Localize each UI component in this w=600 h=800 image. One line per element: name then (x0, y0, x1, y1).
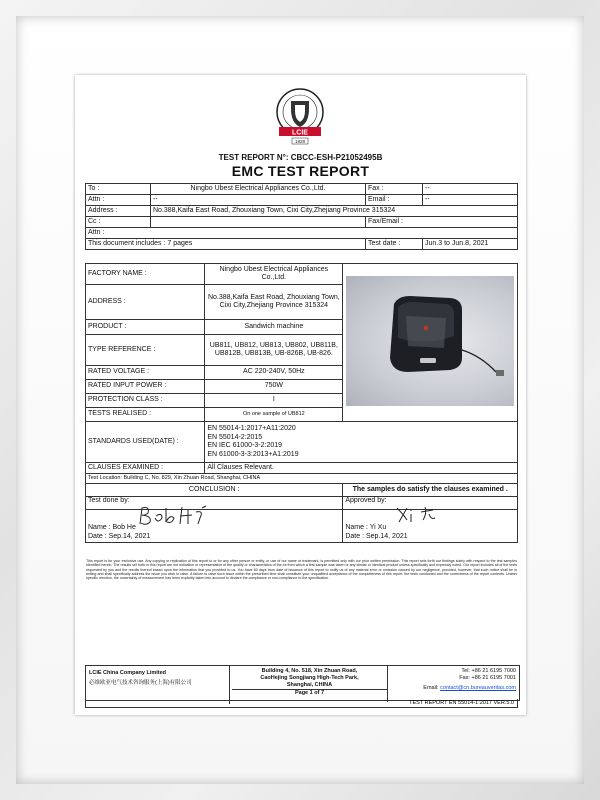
disclaimer-text: This report is for your exclusive use. Any copying or replication of this report to or for any other person or entity, or use of our name or trademark, is permitted only with our prior written permission. This report sets forth our findings solely with respect to the test samples identified herein. The results set forth in this report are not indicative or representative of the quality or characteristics of the lot from which a test sample was taken or any similar or identical product unless specifically and expressly noted. Our report includes all of the tests requested by you and the results thereof based upon the information that you provided to us. You have 60 days from date of issuance of this report to notify us of any material error or omission caused by our negligence, provided, however, that such notice shall be in writing and shall specifically address the issue you wish to raise. A failure to raise such issue within the prescribed time shall constitute your unqualified acceptance of the completeness of this report, the tests conducted and the correctness of the report contents. Unless specific mention, the uncertainty of measurement has been explicitly taken into account to declare the compliance or non-compliance to the specification. (86, 559, 517, 581)
clauses-value: All Clauses Relevant. (205, 463, 518, 474)
clauses-label: CLAUSES EXAMINED : (86, 463, 205, 474)
attn-value: -- (151, 195, 366, 206)
tester-signature-cell (86, 510, 343, 543)
power-label: RATED INPUT POWER : (86, 380, 205, 394)
testdate-label: Test date : (366, 239, 423, 250)
approved-label: Approved by: (343, 497, 518, 510)
email-value: -- (423, 195, 518, 206)
pages-text: This document includes : 7 pages (86, 239, 366, 250)
factory-label: FACTORY NAME : (86, 264, 205, 285)
address-value: No.388,Kaifa East Road, Zhouxiang Town, Cixi City,Zhejiang Province 315324 (151, 206, 518, 217)
cc-label: Cc : (86, 217, 151, 228)
footer-company: LCIE China Company Limited (89, 670, 167, 676)
footer-email-link[interactable]: contact@cn.bureauveritas.com (440, 685, 516, 691)
testdate-value: Jun.3 to Jun.8, 2021 (423, 239, 518, 250)
conclusion-label: CONCLUSION : (86, 484, 343, 497)
footer-company-cn: 必维欧亚电气技术咨询服务(上海)有限公司 (89, 680, 192, 686)
email-label: Email : (366, 195, 423, 206)
logo-band-text: LCIE (292, 129, 308, 137)
conclusion-value: The samples do satisfy the clauses examined . (343, 484, 518, 497)
version-line: TEST REPORT EN 55014-1:2017 VER.5.0 (85, 699, 518, 708)
address-info-label: ADDRESS : (86, 285, 205, 320)
report-page (75, 75, 526, 715)
tests-value: On one sample of UB812 (205, 408, 343, 422)
footer-address-line1: Building 4, No. 518, Xin Zhuan Road, (261, 668, 358, 674)
voltage-label: RATED VOLTAGE : (86, 366, 205, 380)
tester-date: Date : Sep.14, 2021 (88, 533, 151, 540)
tester-name: Name : Bob He (88, 524, 136, 531)
standard-item: EN 55014-1:2017+A11:2020 (207, 425, 296, 432)
tests-label: TESTS REALISED : (86, 408, 205, 422)
attn2-label: Attn : (86, 228, 518, 239)
power-value: 750W (205, 380, 343, 394)
footer-contact-cell (390, 666, 516, 702)
fax-label: Fax : (366, 184, 423, 195)
factory-value: Ningbo Ubest Electrical Appliances Co.,Ltd. (205, 264, 343, 285)
footer-fax: Fax: +86 21 6195 7001 (459, 675, 516, 681)
standard-item: EN 61000-3-3:2013+A1:2019 (207, 450, 299, 458)
to-label: To : (86, 184, 151, 195)
approver-signature-cell (343, 510, 518, 543)
voltage-value: AC 220-240V, 50Hz (205, 366, 343, 380)
footer-address-line2: CaoHejing Songjiang High-Tech Park, (260, 675, 359, 681)
faxemail-label: Fax/Email : (366, 217, 518, 228)
product-value: Sandwich machine (205, 320, 343, 335)
footer-email-label: Email: (423, 685, 441, 691)
tester-signature (136, 504, 216, 528)
footer-box (85, 665, 520, 701)
standards-label: STANDARDS USED(DATE) : (86, 422, 205, 463)
testdone-label: Test done by: (86, 497, 343, 510)
footer-tel: Tel: +86 21 6195 7000 (461, 668, 516, 674)
footer-address-cell (232, 666, 388, 702)
to-value: Ningbo Ubest Electrical Appliances Co.,Ltd. (151, 184, 366, 195)
footer-page: Page 1 of 7 (232, 689, 387, 697)
address-label: Address : (86, 206, 151, 217)
report-title: EMC TEST REPORT (231, 163, 370, 179)
approver-date: Date : Sep.14, 2021 (345, 533, 408, 540)
fax-value: -- (423, 184, 518, 195)
approver-signature (393, 504, 453, 526)
standard-item: EN IEC 61000-3-2:2019 (207, 442, 283, 449)
standards-value (205, 422, 518, 463)
header-table (85, 183, 518, 250)
product-photo (346, 276, 514, 406)
address-info-value: No.388,Kaifa East Road, Zhouxiang Town, Cixi City,Zhejiang Province 315324 (205, 285, 343, 320)
standard-item: EN 55014-2:2015 (207, 433, 263, 441)
typeref-label: TYPE REFERENCE : (86, 335, 205, 366)
bureau-veritas-logo (275, 87, 325, 153)
test-location: Test Location: Building C, No. 829, Xin Zhuan Road, Shanghai, CHINA (86, 474, 518, 484)
footer-address-line3: Shanghai, CHINA (286, 682, 333, 688)
typeref-value: UB811, UB812, UB813, UB802, UB811B, UB812B, UB813B, UB-826B, UB-826. (205, 335, 343, 366)
product-label: PRODUCT : (86, 320, 205, 335)
protection-value: I (205, 394, 343, 408)
protection-label: PROTECTION CLASS : (86, 394, 205, 408)
report-number: TEST REPORT N°: CBCC-ESH-P21052495B (218, 153, 383, 162)
approver-name: Name : Yi Xu (345, 524, 387, 531)
logo-year: 1828 (294, 139, 306, 144)
attn-label: Attn : (86, 195, 151, 206)
